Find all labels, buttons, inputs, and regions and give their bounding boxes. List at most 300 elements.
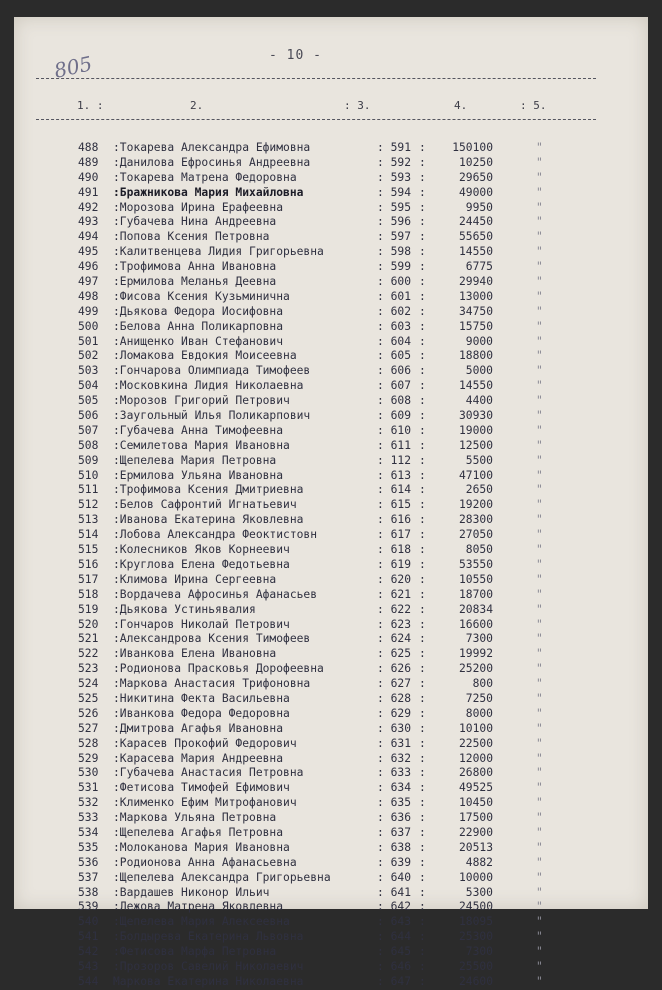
row-number: 518 (78, 587, 99, 601)
person-name: :Щепелева Мария Алексеевна (113, 915, 290, 929)
amount: 22500 (458, 736, 493, 750)
account-number: : 620 (377, 572, 412, 586)
column-separator: : (419, 825, 426, 839)
amount: 24600 (458, 974, 493, 988)
account-number: : 619 (377, 557, 412, 571)
row-number: 508 (78, 438, 99, 452)
top-divider (36, 78, 596, 79)
person-name: :Дьякова Устиньявалия (113, 602, 256, 616)
row-number: 539 (78, 900, 99, 914)
row-number: 504 (78, 379, 99, 393)
person-name: :Московкина Лидия Николаевна (113, 379, 304, 393)
person-name: :Ермилова Ульяна Ивановна (113, 468, 284, 482)
ditto-mark: " (536, 200, 543, 214)
ditto-mark: " (536, 930, 543, 944)
account-number: : 598 (377, 245, 412, 259)
ditto-mark: " (536, 691, 543, 705)
person-name: :Родионова Анна Афанасьевна (113, 855, 297, 869)
amount: 55650 (458, 230, 493, 244)
amount: 47100 (458, 468, 493, 482)
amount: 2650 (465, 483, 493, 497)
account-number: : 617 (377, 528, 412, 542)
table-row (14, 171, 648, 186)
amount: 150100 (452, 141, 493, 154)
person-name: :Фисова Ксения Кузьминична (113, 289, 290, 303)
row-number: 542 (78, 945, 99, 959)
row-number: 502 (78, 349, 99, 363)
header-col-1: 1. : (77, 99, 104, 112)
amount: 19000 (458, 423, 493, 437)
amount: 6775 (465, 260, 493, 274)
account-number: : 637 (377, 825, 412, 839)
amount: 10450 (458, 796, 493, 810)
person-name: :Фетисова Марфа Петровна (113, 945, 277, 959)
account-number: : 634 (377, 781, 412, 795)
account-number: : 621 (377, 587, 412, 601)
column-separator: : (419, 647, 426, 661)
table-row (14, 796, 648, 811)
account-number: : 630 (377, 721, 412, 735)
ditto-mark: " (536, 751, 543, 765)
row-number: 492 (78, 200, 99, 214)
amount: 49525 (458, 781, 493, 795)
row-number: 519 (78, 602, 99, 616)
column-separator: : (419, 974, 426, 988)
column-separator: : (419, 572, 426, 586)
person-name: :Вардашев Никонор Ильич (113, 885, 270, 899)
column-separator: : (419, 423, 426, 437)
person-name: :Молоканова Мария Ивановна (113, 840, 290, 854)
person-name: :Маркова Ульяна Петровна (113, 811, 277, 825)
row-number: 513 (78, 513, 99, 527)
account-number: : 629 (377, 706, 412, 720)
row-number: 500 (78, 319, 99, 333)
account-number: : 633 (377, 766, 412, 780)
amount: 18700 (458, 587, 493, 601)
account-number: : 618 (377, 543, 412, 557)
account-number: : 645 (377, 945, 412, 959)
person-name: :Маркова Анастасия Трифоновна (113, 677, 311, 691)
ditto-mark: " (536, 289, 543, 303)
amount: 14550 (458, 245, 493, 259)
table-row (14, 469, 648, 484)
person-name: :Белова Анна Поликарповна (113, 319, 284, 333)
ditto-mark: " (536, 647, 543, 661)
person-name: :Анищенко Иван Стефанович (113, 334, 284, 348)
column-separator: : (419, 275, 426, 289)
person-name: :Щепелева Агафья Петровна (113, 825, 284, 839)
amount: 9000 (465, 334, 493, 348)
row-number: 543 (78, 959, 99, 973)
table-row (14, 930, 648, 945)
person-name: :Щепелева Мария Петровна (113, 453, 277, 467)
account-number: : 643 (377, 915, 412, 929)
account-number: : 626 (377, 662, 412, 676)
amount: 10100 (458, 721, 493, 735)
amount: 14550 (458, 379, 493, 393)
person-name: :Болдырева Екатерина Львовна (113, 930, 304, 944)
person-name: :Дьякова Федора Иосифовна (113, 304, 284, 318)
amount: 10550 (458, 572, 493, 586)
row-number: 515 (78, 543, 99, 557)
person-name: :Ломакова Евдокия Моисеевна (113, 349, 297, 363)
ditto-mark: " (536, 230, 543, 244)
person-name: :Лобова Александра Феоктистовн (113, 528, 318, 542)
row-number: 489 (78, 155, 99, 169)
account-number: : 616 (377, 513, 412, 527)
column-separator: : (419, 736, 426, 750)
amount: 29650 (458, 170, 493, 184)
row-number: 529 (78, 751, 99, 765)
amount: 9950 (465, 200, 493, 214)
person-name: :Фетисова Тимофей Ефимович (113, 781, 290, 795)
column-separator: : (419, 155, 426, 169)
table-row (14, 915, 648, 930)
row-number: 517 (78, 572, 99, 586)
register-table (14, 141, 648, 990)
ditto-mark: " (536, 513, 543, 527)
amount: 24500 (458, 900, 493, 914)
ditto-mark: " (536, 915, 543, 929)
ditto-mark: " (536, 840, 543, 854)
table-row (14, 588, 648, 603)
account-number: : 628 (377, 691, 412, 705)
header-col-4: 4. (454, 99, 468, 112)
ditto-mark: " (536, 260, 543, 274)
table-row (14, 364, 648, 379)
table-row (14, 424, 648, 439)
account-number: : 613 (377, 468, 412, 482)
account-number: : 647 (377, 974, 412, 988)
table-row (14, 483, 648, 498)
account-number: : 627 (377, 677, 412, 691)
column-separator: : (419, 885, 426, 899)
table-row (14, 752, 648, 767)
ditto-mark: " (536, 974, 543, 988)
amount: 18095 (458, 915, 493, 929)
ditto-mark: " (536, 959, 543, 973)
column-separator: : (419, 468, 426, 482)
amount: 800 (472, 677, 493, 691)
column-separator: : (419, 930, 426, 944)
table-row (14, 960, 648, 975)
column-separator: : (419, 602, 426, 616)
ditto-mark: " (536, 632, 543, 646)
account-number: : 631 (377, 736, 412, 750)
table-row (14, 498, 648, 513)
amount: 16600 (458, 617, 493, 631)
row-number: 496 (78, 260, 99, 274)
ditto-mark: " (536, 796, 543, 810)
amount: 20513 (458, 840, 493, 854)
column-separator: : (419, 721, 426, 735)
column-separator: : (419, 245, 426, 259)
account-number: : 611 (377, 438, 412, 452)
person-name: :Щепелева Александра Григорьевна (113, 870, 331, 884)
row-number: 534 (78, 825, 99, 839)
row-number: 525 (78, 691, 99, 705)
row-number: 498 (78, 289, 99, 303)
account-number: : 596 (377, 215, 412, 229)
row-number: 540 (78, 915, 99, 929)
column-separator: : (419, 840, 426, 854)
amount: 19200 (458, 498, 493, 512)
column-separator: : (419, 706, 426, 720)
ditto-mark: " (536, 304, 543, 318)
column-separator: : (419, 543, 426, 557)
person-name: :Александрова Ксения Тимофеев (113, 632, 311, 646)
amount: 12000 (458, 751, 493, 765)
amount: 4400 (465, 394, 493, 408)
person-name: :Вордачева Афросинья Афанасьев (113, 587, 318, 601)
column-separator: : (419, 498, 426, 512)
row-number: 538 (78, 885, 99, 899)
column-separator: : (419, 632, 426, 646)
column-separator: : (419, 662, 426, 676)
ditto-mark: " (536, 885, 543, 899)
row-number: 509 (78, 453, 99, 467)
table-row (14, 349, 648, 364)
ditto-mark: " (536, 662, 543, 676)
amount: 5000 (465, 364, 493, 378)
table-row (14, 186, 648, 201)
amount: 10250 (458, 155, 493, 169)
person-name: :Семилетова Мария Ивановна (113, 438, 290, 452)
amount: 25500 (458, 959, 493, 973)
header-col-2: 2. (190, 99, 204, 112)
ditto-mark: " (536, 155, 543, 169)
ditto-mark: " (536, 438, 543, 452)
table-row (14, 320, 648, 335)
table-row (14, 841, 648, 856)
person-name: :Токарева Александра Ефимовна (113, 141, 311, 154)
column-separator: : (419, 304, 426, 318)
account-number: : 605 (377, 349, 412, 363)
row-number: 510 (78, 468, 99, 482)
row-number: 523 (78, 662, 99, 676)
amount: 53550 (458, 557, 493, 571)
person-name: :Морозова Ирина Ерафеевна (113, 200, 284, 214)
person-name: :Карасева Мария Андреевна (113, 751, 284, 765)
ditto-mark: " (536, 409, 543, 423)
table-row (14, 543, 648, 558)
ditto-mark: " (536, 870, 543, 884)
account-number: : 592 (377, 155, 412, 169)
table-row (14, 722, 648, 737)
ditto-mark: " (536, 781, 543, 795)
ditto-mark: " (536, 423, 543, 437)
account-number: : 606 (377, 364, 412, 378)
table-row (14, 603, 648, 618)
column-separator: : (419, 364, 426, 378)
column-separator: : (419, 230, 426, 244)
table-row (14, 632, 648, 647)
account-number: : 644 (377, 930, 412, 944)
table-row (14, 528, 648, 543)
ditto-mark: " (536, 245, 543, 259)
column-separator: : (419, 587, 426, 601)
column-separator: : (419, 513, 426, 527)
ditto-mark: " (536, 498, 543, 512)
amount: 19992 (458, 647, 493, 661)
table-row (14, 781, 648, 796)
amount: 18800 (458, 349, 493, 363)
ditto-mark: " (536, 275, 543, 289)
person-name: Маркова Екатерина Николаевна (113, 974, 304, 988)
column-separator: : (419, 811, 426, 825)
account-number: : 601 (377, 289, 412, 303)
row-number: 503 (78, 364, 99, 378)
person-name: :Морозов Григорий Петрович (113, 394, 290, 408)
row-number: 530 (78, 766, 99, 780)
amount: 7250 (465, 691, 493, 705)
column-separator: : (419, 796, 426, 810)
amount: 22900 (458, 825, 493, 839)
row-number: 541 (78, 930, 99, 944)
person-name: :Гончарова Олимпиада Тимофеев (113, 364, 311, 378)
amount: 13000 (458, 289, 493, 303)
row-number: 520 (78, 617, 99, 631)
table-row (14, 871, 648, 886)
row-number: 535 (78, 840, 99, 854)
column-separator: : (419, 855, 426, 869)
row-number: 537 (78, 870, 99, 884)
ditto-mark: " (536, 811, 543, 825)
table-row (14, 573, 648, 588)
table-row (14, 737, 648, 752)
column-separator: : (419, 945, 426, 959)
ditto-mark: " (536, 825, 543, 839)
column-separator: : (419, 870, 426, 884)
column-separator: : (419, 200, 426, 214)
ditto-mark: " (536, 319, 543, 333)
header-divider (36, 119, 596, 120)
row-number: 512 (78, 498, 99, 512)
person-name: :Калитвенцева Лидия Григорьевна (113, 245, 324, 259)
ditto-mark: " (536, 572, 543, 586)
row-number: 527 (78, 721, 99, 735)
row-number: 521 (78, 632, 99, 646)
account-number: : 602 (377, 304, 412, 318)
ditto-mark: " (536, 364, 543, 378)
row-number: 490 (78, 170, 99, 184)
document-page (14, 17, 648, 988)
account-number: : 591 (377, 141, 412, 154)
account-number: : 607 (377, 379, 412, 393)
table-row (14, 975, 648, 990)
table-row (14, 886, 648, 901)
person-name: :Колесников Яков Корнеевич (113, 543, 290, 557)
table-row (14, 290, 648, 305)
row-number: 494 (78, 230, 99, 244)
amount: 7300 (465, 632, 493, 646)
ditto-mark: " (536, 677, 543, 691)
column-separator: : (419, 557, 426, 571)
amount: 27050 (458, 528, 493, 542)
account-number: : 604 (377, 334, 412, 348)
column-separator: : (419, 959, 426, 973)
column-separator: : (419, 483, 426, 497)
account-number: : 638 (377, 840, 412, 854)
person-name: :Губачева Анастасия Петровна (113, 766, 304, 780)
header-col-3: : 3. (344, 99, 371, 112)
amount: 28300 (458, 513, 493, 527)
row-number: 493 (78, 215, 99, 229)
row-number: 505 (78, 394, 99, 408)
table-row (14, 439, 648, 454)
ditto-mark: " (536, 557, 543, 571)
account-number: : 615 (377, 498, 412, 512)
row-number: 526 (78, 706, 99, 720)
person-name: :Гончаров Николай Петрович (113, 617, 290, 631)
amount: 15750 (458, 319, 493, 333)
column-separator: : (419, 260, 426, 274)
person-name: :Климова Ирина Сергеевна (113, 572, 277, 586)
ditto-mark: " (536, 706, 543, 720)
ditto-mark: " (536, 543, 543, 557)
column-separator: : (419, 379, 426, 393)
account-number: : 642 (377, 900, 412, 914)
table-row (14, 201, 648, 216)
row-number: 488 (78, 141, 99, 154)
table-row (14, 647, 648, 662)
table-row (14, 707, 648, 722)
amount: 29940 (458, 275, 493, 289)
account-number: : 639 (377, 855, 412, 869)
person-name: :Карасев Прокофий Федорович (113, 736, 297, 750)
ditto-mark: " (536, 900, 543, 914)
person-name: :Родионова Прасковья Дорофеевна (113, 662, 324, 676)
table-row (14, 275, 648, 290)
person-name: :Лежова Матрена Яковлевна (113, 900, 284, 914)
amount: 8000 (465, 706, 493, 720)
amount: 17500 (458, 811, 493, 825)
ditto-mark: " (536, 587, 543, 601)
row-number: 544 (78, 974, 99, 988)
ditto-mark: " (536, 483, 543, 497)
row-number: 514 (78, 528, 99, 542)
account-number: : 614 (377, 483, 412, 497)
ditto-mark: " (536, 528, 543, 542)
header-col-5: : 5. (520, 99, 547, 112)
account-number: : 622 (377, 602, 412, 616)
account-number: : 623 (377, 617, 412, 631)
column-separator: : (419, 677, 426, 691)
column-separator: : (419, 215, 426, 229)
table-row (14, 945, 648, 960)
ditto-mark: " (536, 334, 543, 348)
person-name: :Бражникова Мария Михайловна (113, 185, 304, 199)
ditto-mark: " (536, 766, 543, 780)
amount: 4882 (465, 855, 493, 869)
table-row (14, 513, 648, 528)
handwritten-note: 805 (51, 51, 95, 83)
page-number: - 10 - (269, 48, 322, 63)
column-separator: : (419, 319, 426, 333)
ditto-mark: " (536, 855, 543, 869)
column-separator: : (419, 170, 426, 184)
column-separator: : (419, 394, 426, 408)
account-number: : 608 (377, 394, 412, 408)
person-name: :Данилова Ефросинья Андреевна (113, 155, 311, 169)
account-number: : 625 (377, 647, 412, 661)
person-name: :Попова Ксения Петровна (113, 230, 270, 244)
account-number: : 599 (377, 260, 412, 274)
table-row (14, 454, 648, 469)
person-name: :Иванкова Федора Федоровна (113, 706, 290, 720)
table-row (14, 900, 648, 915)
amount: 34750 (458, 304, 493, 318)
